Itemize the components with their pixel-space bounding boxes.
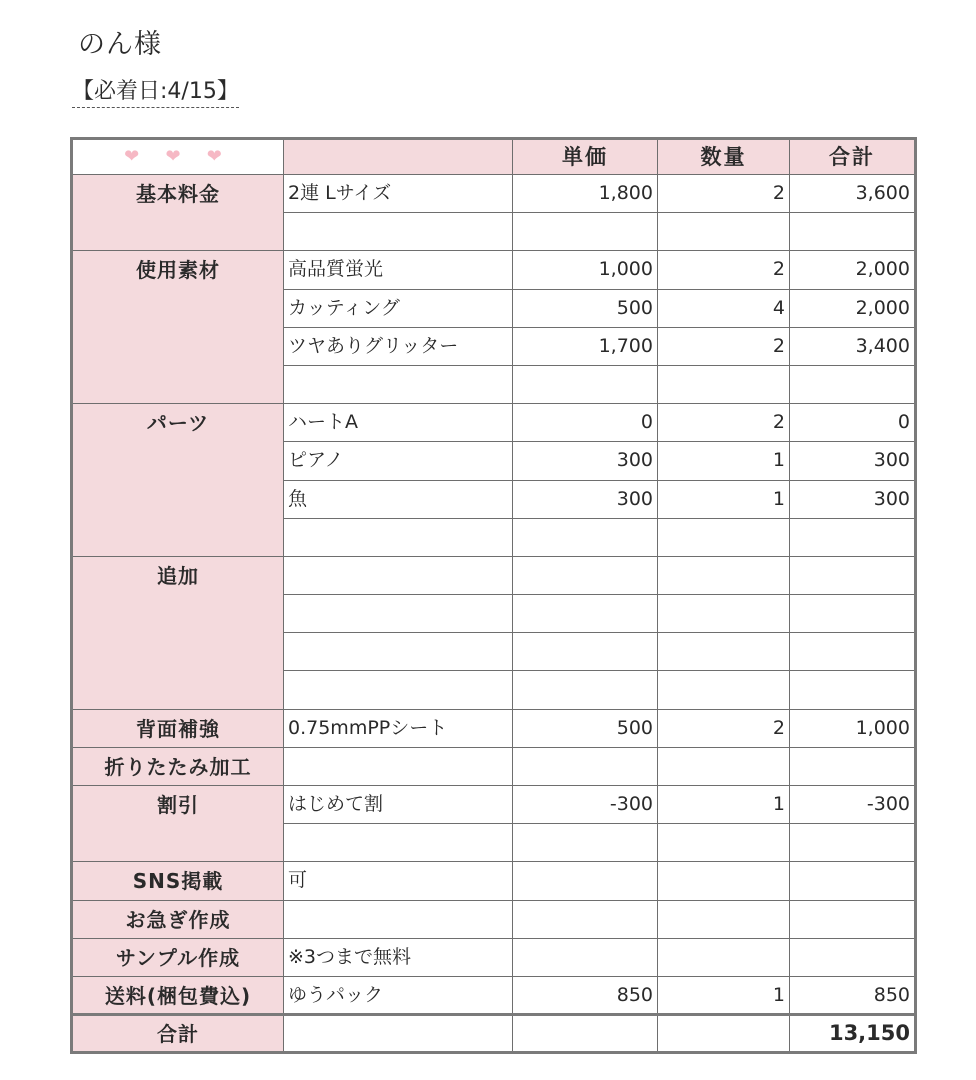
quantity-cell: 1 xyxy=(658,786,790,824)
quantity-cell: 1 xyxy=(658,480,790,518)
table-row xyxy=(72,175,916,213)
item-cell: ゆうパック xyxy=(284,976,513,1014)
subtotal-cell: 850 xyxy=(790,976,916,1014)
category-label: サンプル作成 xyxy=(72,938,284,976)
due-date: 【必着日:4/15】 xyxy=(72,74,239,108)
item-cell: 高品質蛍光 xyxy=(284,251,513,289)
unit-price-cell xyxy=(513,671,658,709)
quantity-cell: 2 xyxy=(658,404,790,442)
item-cell: 0.75mmPPシート xyxy=(284,709,513,747)
quantity-cell: 2 xyxy=(658,251,790,289)
header-unit-price: 単価 xyxy=(513,139,658,175)
unit-price-cell: 1,700 xyxy=(513,327,658,365)
category-label: お急ぎ作成 xyxy=(72,900,284,938)
subtotal-cell: 2,000 xyxy=(790,251,916,289)
hearts-icon: ❤ ❤ ❤ xyxy=(72,139,284,175)
table-row xyxy=(72,709,916,747)
item-cell xyxy=(284,365,513,403)
unit-price-cell xyxy=(513,556,658,594)
item-cell: はじめて割 xyxy=(284,786,513,824)
subtotal-cell xyxy=(790,633,916,671)
table-row xyxy=(72,976,916,1014)
item-cell: ピアノ xyxy=(284,442,513,480)
quantity-cell: 2 xyxy=(658,175,790,213)
quantity-cell xyxy=(658,365,790,403)
subtotal-cell xyxy=(790,671,916,709)
unit-price-cell xyxy=(513,365,658,403)
subtotal-cell xyxy=(790,556,916,594)
table-row xyxy=(72,786,916,824)
item-cell: カッティング xyxy=(284,289,513,327)
subtotal-cell: 1,000 xyxy=(790,709,916,747)
unit-price-cell xyxy=(513,900,658,938)
quantity-cell xyxy=(658,595,790,633)
header-quantity: 数量 xyxy=(658,139,790,175)
item-cell: ※3つまで無料 xyxy=(284,938,513,976)
customer-name: のん様 xyxy=(78,29,162,60)
total-empty-cell xyxy=(284,1015,513,1053)
header-item-blank xyxy=(284,139,513,175)
quantity-cell xyxy=(658,556,790,594)
unit-price-cell xyxy=(513,633,658,671)
total-label: 合計 xyxy=(72,1015,284,1053)
category-label: 追加 xyxy=(72,556,284,709)
subtotal-cell xyxy=(790,365,916,403)
item-cell: 可 xyxy=(284,862,513,900)
item-cell xyxy=(284,824,513,862)
subtotal-cell: -300 xyxy=(790,786,916,824)
item-cell: ハートA xyxy=(284,404,513,442)
unit-price-cell: 1,800 xyxy=(513,175,658,213)
total-empty-cell xyxy=(658,1015,790,1053)
item-cell xyxy=(284,556,513,594)
subtotal-cell xyxy=(790,747,916,785)
quantity-cell xyxy=(658,900,790,938)
item-cell xyxy=(284,747,513,785)
subtotal-cell xyxy=(790,900,916,938)
grand-total: 13,150 xyxy=(790,1015,916,1053)
item-cell: 2連 Lサイズ xyxy=(284,175,513,213)
unit-price-cell: -300 xyxy=(513,786,658,824)
subtotal-cell: 2,000 xyxy=(790,289,916,327)
unit-price-cell: 300 xyxy=(513,480,658,518)
unit-price-cell: 500 xyxy=(513,709,658,747)
subtotal-cell: 3,600 xyxy=(790,175,916,213)
subtotal-cell xyxy=(790,938,916,976)
unit-price-cell: 0 xyxy=(513,404,658,442)
item-cell: 魚 xyxy=(284,480,513,518)
table-row xyxy=(72,747,916,785)
quote-table xyxy=(70,137,917,1054)
category-label: 基本料金 xyxy=(72,175,284,251)
quantity-cell xyxy=(658,938,790,976)
unit-price-cell: 850 xyxy=(513,976,658,1014)
category-label: 割引 xyxy=(72,786,284,862)
unit-price-cell xyxy=(513,595,658,633)
unit-price-cell: 1,000 xyxy=(513,251,658,289)
subtotal-cell xyxy=(790,518,916,556)
header-subtotal: 合計 xyxy=(790,139,916,175)
table-row xyxy=(72,404,916,442)
table-row xyxy=(72,900,916,938)
subtotal-cell: 300 xyxy=(790,442,916,480)
item-cell xyxy=(284,595,513,633)
item-cell xyxy=(284,633,513,671)
table-row xyxy=(72,862,916,900)
quantity-cell xyxy=(658,824,790,862)
subtotal-cell xyxy=(790,213,916,251)
header-row xyxy=(72,139,916,175)
quantity-cell: 2 xyxy=(658,709,790,747)
item-cell: ツヤありグリッター xyxy=(284,327,513,365)
quantity-cell: 1 xyxy=(658,976,790,1014)
quantity-cell: 1 xyxy=(658,442,790,480)
subtotal-cell: 3,400 xyxy=(790,327,916,365)
quantity-cell xyxy=(658,747,790,785)
quantity-cell xyxy=(658,518,790,556)
category-label: 送料(梱包費込) xyxy=(72,976,284,1014)
item-cell xyxy=(284,900,513,938)
quantity-cell: 2 xyxy=(658,327,790,365)
total-empty-cell xyxy=(513,1015,658,1053)
subtotal-cell xyxy=(790,862,916,900)
item-cell xyxy=(284,518,513,556)
subtotal-cell: 0 xyxy=(790,404,916,442)
subtotal-cell xyxy=(790,595,916,633)
category-label: 折りたたみ加工 xyxy=(72,747,284,785)
category-label: パーツ xyxy=(72,404,284,557)
unit-price-cell xyxy=(513,938,658,976)
unit-price-cell xyxy=(513,862,658,900)
total-row xyxy=(72,1015,916,1053)
category-label: 背面補強 xyxy=(72,709,284,747)
quantity-cell xyxy=(658,213,790,251)
unit-price-cell xyxy=(513,518,658,556)
table-row xyxy=(72,556,916,594)
unit-price-cell: 500 xyxy=(513,289,658,327)
category-label: SNS掲載 xyxy=(72,862,284,900)
quantity-cell xyxy=(658,862,790,900)
subtotal-cell: 300 xyxy=(790,480,916,518)
quantity-cell xyxy=(658,671,790,709)
table-row xyxy=(72,938,916,976)
unit-price-cell: 300 xyxy=(513,442,658,480)
subtotal-cell xyxy=(790,824,916,862)
category-label: 使用素材 xyxy=(72,251,284,404)
unit-price-cell xyxy=(513,213,658,251)
item-cell xyxy=(284,213,513,251)
quantity-cell xyxy=(658,633,790,671)
unit-price-cell xyxy=(513,747,658,785)
quantity-cell: 4 xyxy=(658,289,790,327)
unit-price-cell xyxy=(513,824,658,862)
table-row xyxy=(72,251,916,289)
item-cell xyxy=(284,671,513,709)
